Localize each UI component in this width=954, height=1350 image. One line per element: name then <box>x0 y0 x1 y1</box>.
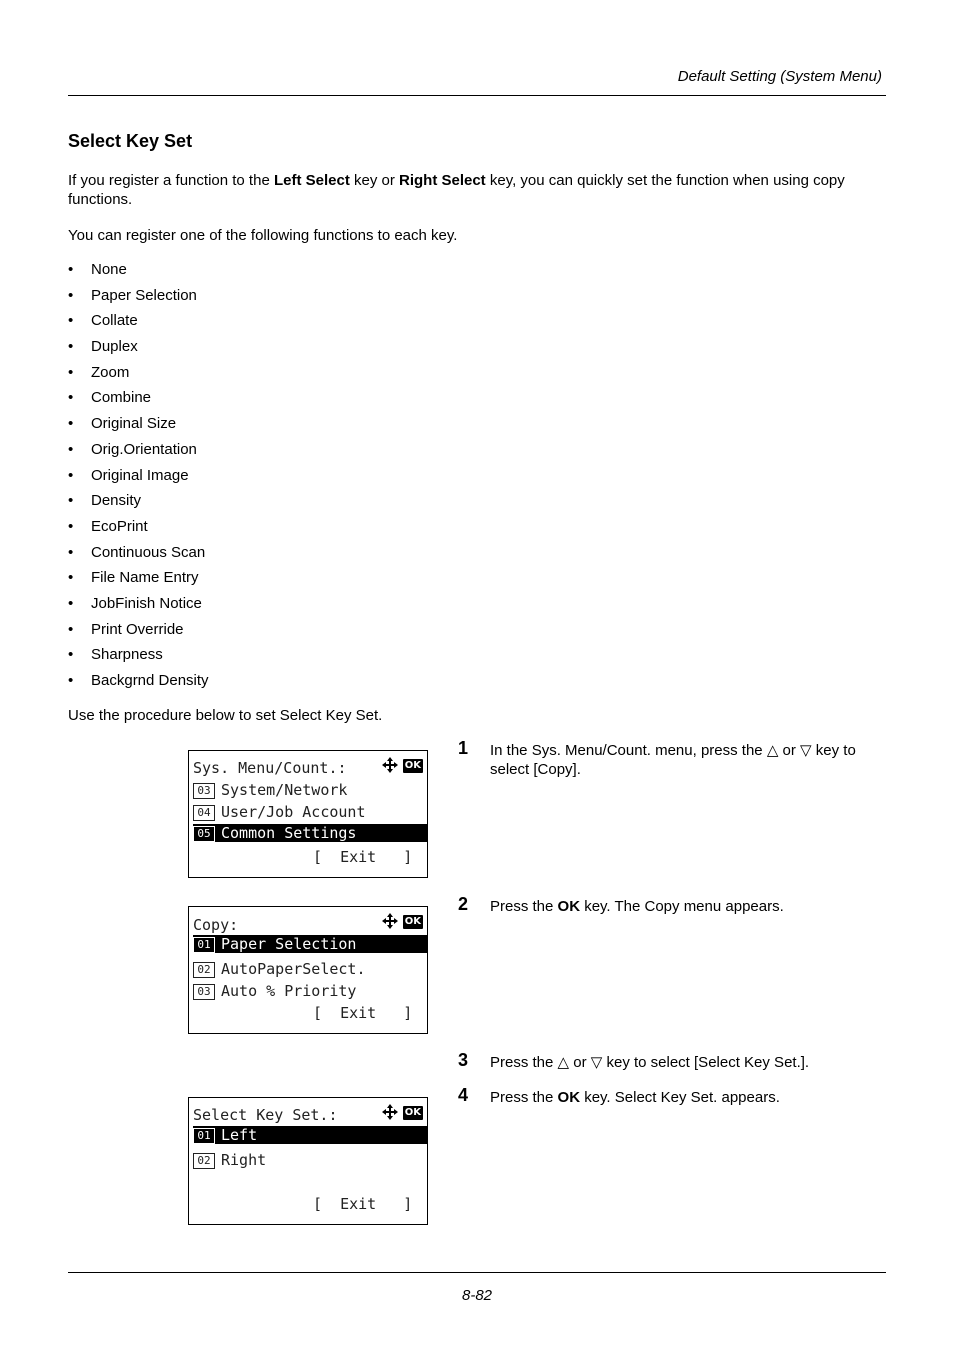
bullet-icon: • <box>68 286 74 304</box>
function-name: File Name Entry <box>91 569 199 587</box>
function-list <box>68 260 209 697</box>
bullet-icon: • <box>68 672 74 689</box>
intro-text: If you register a function to the <box>68 172 274 189</box>
bullet-icon: • <box>68 569 74 587</box>
menu-number-badge: 01 <box>193 937 215 953</box>
right-select-term: Right Select <box>399 172 486 189</box>
bullet-icon: • <box>68 261 74 278</box>
running-header: Default Setting (System Menu) <box>677 68 882 85</box>
step-number: 3 <box>458 1050 469 1070</box>
function-name: None <box>91 261 127 278</box>
function-name: Paper Selection <box>91 286 197 304</box>
menu-item-label: System/Network <box>221 781 348 799</box>
bullet-icon: • <box>68 389 74 407</box>
function-name: Original Image <box>91 466 189 484</box>
bullet-icon: • <box>68 492 74 510</box>
lcd-nav-indicator <box>381 1104 423 1122</box>
menu-number-badge: 03 <box>193 984 215 1000</box>
function-name: Duplex <box>91 338 138 356</box>
menu-item-label: Paper Selection <box>221 935 357 953</box>
exit-softkey: [ Exit ] <box>313 848 413 866</box>
function-name: Orig.Orientation <box>91 440 197 458</box>
bullet-icon: • <box>68 415 74 433</box>
step-number: 2 <box>458 894 469 914</box>
function-name: Continuous Scan <box>91 543 206 561</box>
step-text-part: key. Select Key Set. appears. <box>580 1089 780 1106</box>
ok-key-icon: OK <box>404 760 421 771</box>
menu-number-badge: 04 <box>193 805 215 821</box>
function-name: Density <box>91 492 142 510</box>
step-text-part: key to select [Copy]. <box>490 742 856 778</box>
function-list-item <box>68 568 209 594</box>
function-name: Backgrnd Density <box>91 672 209 689</box>
step-text <box>490 897 886 916</box>
lcd-menu-row <box>193 981 427 1001</box>
lcd-menu-row <box>193 824 427 842</box>
bullet-icon: • <box>68 543 74 561</box>
intro-text: key, you can quickly set the function when using copy functions. <box>68 172 845 208</box>
lcd-screen-sys-menu <box>188 750 428 878</box>
step-text-part: Press the <box>490 898 558 915</box>
lcd-title: Select Key Set.: <box>193 1106 338 1124</box>
step-text-part: key. The Copy menu appears. <box>580 898 784 915</box>
ok-key-icon: OK <box>404 1107 421 1118</box>
step-text <box>490 1088 886 1107</box>
function-list-item <box>68 311 209 337</box>
function-list-item <box>68 286 209 312</box>
bullet-icon: • <box>68 440 74 458</box>
function-name: JobFinish Notice <box>91 594 202 612</box>
lcd-menu-row <box>193 780 427 800</box>
bullet-icon: • <box>68 312 74 330</box>
lcd-menu-row <box>193 1126 427 1144</box>
menu-number-badge: 02 <box>193 962 215 978</box>
lcd-title: Copy: <box>193 916 239 934</box>
step-number: 1 <box>458 738 469 758</box>
function-list-item <box>68 543 209 569</box>
function-list-item <box>68 517 209 543</box>
lcd-nav-indicator <box>381 757 423 775</box>
function-name: Original Size <box>91 415 177 433</box>
menu-number-badge: 02 <box>193 1153 215 1169</box>
bullet-icon: • <box>68 517 74 535</box>
lcd-menu-row <box>193 935 427 953</box>
function-list-item <box>68 466 209 492</box>
up-key-icon: △ <box>766 742 779 759</box>
step-text-part: or <box>778 742 801 759</box>
function-name: Sharpness <box>91 646 163 664</box>
function-name: Combine <box>91 389 152 407</box>
function-list-item <box>68 260 209 286</box>
bullet-icon: • <box>68 646 74 664</box>
bullet-icon: • <box>68 620 74 638</box>
exit-softkey: [ Exit ] <box>313 1004 413 1022</box>
function-list-item <box>68 491 209 517</box>
left-select-term: Left Select <box>273 172 350 189</box>
function-list-item <box>68 363 209 389</box>
functions-intro: You can register one of the following functions to each key. <box>68 227 458 244</box>
lcd-screen-select-key-set <box>188 1097 428 1225</box>
lcd-title: Sys. Menu/Count.: <box>193 759 347 777</box>
bullet-icon: • <box>68 594 74 612</box>
bullet-icon: • <box>68 466 74 484</box>
menu-item-label: User/Job Account <box>221 803 366 821</box>
step-text <box>490 1053 886 1072</box>
step-text-part: In the Sys. Menu/Count. menu, press the <box>490 742 767 759</box>
menu-item-label: AutoPaperSelect. <box>221 960 366 978</box>
step-text-part: Press the <box>490 1054 558 1071</box>
lcd-screen-copy <box>188 906 428 1034</box>
function-list-item <box>68 645 209 671</box>
step-text <box>490 741 886 779</box>
function-name: Print Override <box>91 620 184 638</box>
intro-text: key or <box>349 172 399 189</box>
menu-item-label: Auto % Priority <box>221 982 357 1000</box>
function-list-item <box>68 620 209 646</box>
menu-number-badge: 05 <box>193 826 215 842</box>
step-text-part: Press the <box>490 1089 558 1106</box>
up-key-icon: △ <box>557 1054 570 1071</box>
function-name: Zoom <box>91 363 130 381</box>
menu-item-label: Left <box>221 1126 258 1144</box>
bullet-icon: • <box>68 338 74 356</box>
step-text-part: key to select [Select Key Set.]. <box>602 1054 810 1071</box>
down-key-icon: ▽ <box>590 1054 603 1071</box>
function-name: Collate <box>91 312 138 330</box>
down-key-icon: ▽ <box>800 742 812 759</box>
step-number: 4 <box>458 1085 469 1105</box>
intro-paragraph <box>68 171 886 209</box>
four-way-arrow-icon <box>381 1103 399 1124</box>
section-title: Select Key Set <box>68 131 193 151</box>
function-list-item <box>68 337 209 363</box>
ok-key-icon: OK <box>404 916 421 927</box>
menu-number-badge: 03 <box>193 783 215 799</box>
menu-number-badge: 01 <box>193 1128 215 1144</box>
function-name: EcoPrint <box>91 517 148 535</box>
header-rule <box>68 95 886 96</box>
exit-softkey: [ Exit ] <box>313 1195 413 1213</box>
four-way-arrow-icon <box>381 912 399 933</box>
function-list-item <box>68 388 209 414</box>
menu-item-label: Right <box>221 1151 267 1169</box>
lcd-menu-row <box>193 802 427 822</box>
ok-key-term: OK <box>557 898 581 915</box>
ok-key-term: OK <box>557 1089 581 1106</box>
function-list-item <box>68 594 209 620</box>
menu-item-label: Common Settings <box>221 824 357 842</box>
step-text-part: or <box>569 1054 591 1071</box>
function-list-item <box>68 414 209 440</box>
four-way-arrow-icon <box>381 756 399 777</box>
function-list-item <box>68 440 209 466</box>
lcd-nav-indicator <box>381 913 423 931</box>
footer-rule <box>68 1272 886 1273</box>
function-list-item <box>68 671 209 697</box>
lcd-menu-row <box>193 1150 427 1170</box>
page-number: 8-82 <box>461 1287 493 1304</box>
procedure-intro: Use the procedure below to set Select Key Set. <box>68 707 383 724</box>
lcd-menu-row <box>193 959 427 979</box>
bullet-icon: • <box>68 363 74 381</box>
